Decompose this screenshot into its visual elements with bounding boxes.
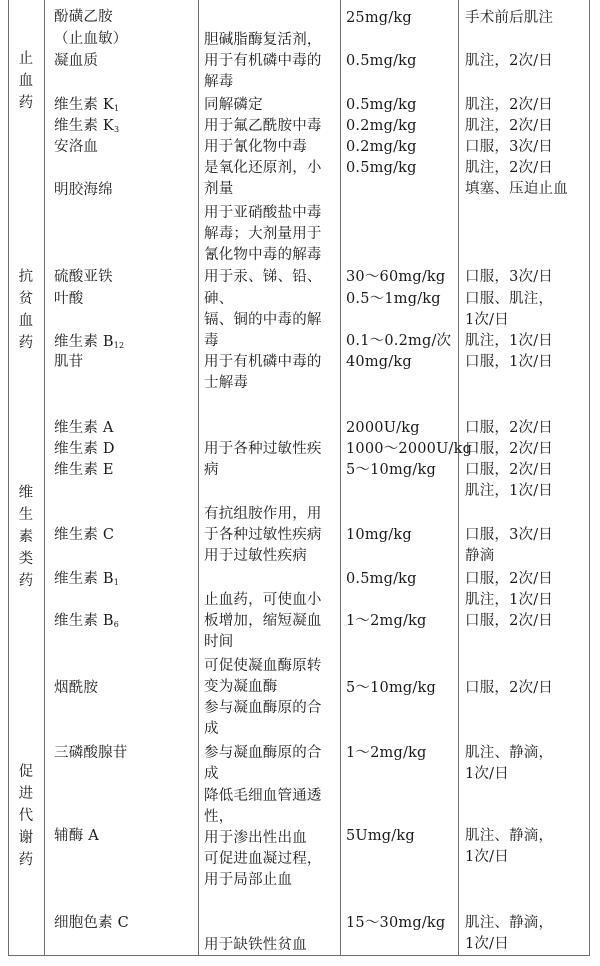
administration-text: 1次/日 — [465, 766, 509, 782]
indication-text: 解毒；大剂量用于 — [204, 226, 322, 242]
indication-text: 用于有机磷中毒的 — [204, 354, 322, 370]
drug-name: 烟酰胺 — [54, 680, 99, 696]
column-divider-drug — [198, 0, 199, 955]
dosage-text: 0.5mg/kg — [346, 571, 417, 587]
administration-text: 1次/日 — [465, 849, 509, 865]
administration-text: 口服，3次/日 — [465, 269, 554, 285]
administration-text: 肌注、静滴， — [465, 915, 554, 931]
indication-text: 于各种过敏性疾病 — [204, 527, 322, 543]
drug-name: 维生素 A — [54, 420, 114, 436]
indication-text: 时间 — [204, 634, 234, 650]
dosage-text: 0.5mg/kg — [346, 160, 417, 176]
category-label-vitamins: 药 — [18, 573, 34, 589]
dosage-text: 0.2mg/kg — [346, 139, 417, 155]
indication-text: 用于汞、锑、铅、 — [204, 269, 322, 285]
administration-text: 肌注，1次/日 — [465, 592, 554, 608]
indication-text: 毒 — [204, 333, 219, 349]
indication-text: 可促使凝血酶原转 — [204, 658, 322, 674]
category-label-vitamins: 类 — [18, 551, 34, 567]
indication-text: 砷、 — [204, 291, 234, 307]
indication-text: 参与凝血酶原的合 — [204, 745, 322, 761]
administration-text: 口服，2次/日 — [465, 420, 554, 436]
drug-name: 酚磺乙胺 — [54, 9, 113, 25]
indication-text: 用于亚硝酸盐中毒 — [204, 205, 322, 221]
indication-text: 参与凝血酶原的合 — [204, 700, 322, 716]
drug-name: 维生素 $B_6$ — [54, 613, 120, 629]
dosage-text: 1～2mg/kg — [346, 613, 427, 629]
indication-text: 降低毛细血管通透 — [204, 788, 322, 804]
administration-text: 肌注，2次/日 — [465, 160, 554, 176]
administration-text: 口服，2次/日 — [465, 613, 554, 629]
table-border-right — [589, 0, 590, 955]
category-label-vitamins: 素 — [18, 529, 34, 545]
category-label-antianemia: 抗 — [18, 269, 34, 285]
drug-name: 硫酸亚铁 — [54, 269, 113, 285]
administration-text: 口服，3次/日 — [465, 527, 554, 543]
column-divider-category — [44, 0, 45, 955]
category-label-metabolic: 药 — [18, 852, 34, 868]
dosage-text: 0.5～1mg/kg — [346, 291, 441, 307]
drug-name: 细胞色素 C — [54, 915, 129, 931]
indication-text: 用于有机磷中毒的 — [204, 53, 322, 69]
administration-text: 肌注，1次/日 — [465, 483, 554, 499]
drug-name: 维生素 E — [54, 462, 114, 478]
administration-text: 口服，3次/日 — [465, 139, 554, 155]
indication-text: 用于过敏性疾病 — [204, 548, 307, 564]
indication-text: 氰化物中毒的解毒 — [204, 247, 322, 263]
drug-name: 维生素 D — [54, 441, 115, 457]
indication-text: 用于缺铁性贫血 — [204, 937, 307, 953]
administration-text: 肌注，2次/日 — [465, 118, 554, 134]
dosage-text: 5～10mg/kg — [346, 680, 436, 696]
administration-text: 口服，2次/日 — [465, 441, 554, 457]
drug-name: 维生素 $K_1$ — [54, 97, 120, 113]
dosage-text: 15～30mg/kg — [346, 915, 446, 931]
indication-text: 成 — [204, 721, 219, 737]
indication-text: 用于氰化物中毒 — [204, 139, 307, 155]
indication-text: 止血药，可使血小 — [204, 592, 322, 608]
administration-text: 1次/日 — [465, 936, 509, 952]
indication-text: 性， — [204, 809, 234, 825]
indication-text: 士解毒 — [204, 375, 249, 391]
drug-name: 维生素 C — [54, 527, 115, 543]
administration-text: 口服，2次/日 — [465, 462, 554, 478]
administration-text: 手术前后肌注 — [465, 10, 554, 26]
column-divider-use — [340, 0, 341, 955]
category-label-hemostatic: 止 — [18, 51, 34, 67]
column-divider-dose — [458, 0, 459, 955]
category-label-vitamins: 生 — [18, 507, 34, 523]
indication-text: 用于氟乙酰胺中毒 — [204, 118, 322, 134]
administration-text: 肌注、静滴， — [465, 828, 554, 844]
administration-text: 口服，2次/日 — [465, 680, 554, 696]
dosage-text: 40mg/kg — [346, 354, 412, 370]
indication-text: 用于渗出性出血 — [204, 830, 307, 846]
drug-name: （止血敏） — [54, 31, 128, 47]
category-label-antianemia: 药 — [18, 335, 34, 351]
indication-text: 用于各种过敏性疾 — [204, 441, 322, 457]
indication-text: 同解磷定 — [204, 97, 263, 113]
dosage-text: 2000U/kg — [346, 420, 420, 436]
table-border-bottom — [8, 955, 590, 956]
indication-text: 成 — [204, 766, 219, 782]
administration-text: 肌注，2次/日 — [465, 53, 554, 69]
administration-text: 静滴 — [465, 548, 495, 564]
dosage-text: 1～2mg/kg — [346, 745, 427, 761]
indication-text: 病 — [204, 462, 219, 478]
indication-text: 有抗组胺作用，用 — [204, 506, 322, 522]
category-label-metabolic: 谢 — [18, 830, 34, 846]
dosage-text: 5Umg/kg — [346, 828, 415, 844]
dosage-text: 10mg/kg — [346, 527, 412, 543]
dosage-text: 1000～2000U/kg — [346, 441, 473, 457]
category-label-vitamins: 维 — [18, 485, 34, 501]
dosage-text: 0.5mg/kg — [346, 97, 417, 113]
category-label-metabolic: 代 — [18, 808, 34, 824]
drug-name: 辅酶 A — [54, 828, 99, 844]
administration-text: 填塞、压迫止血 — [465, 181, 568, 197]
drug-name: 安洛血 — [54, 139, 99, 155]
indication-text: 是氧化还原剂，小 — [204, 160, 322, 176]
indication-text: 可促进血凝过程， — [204, 851, 322, 867]
indication-text: 镉、铜的中毒的解 — [204, 312, 322, 328]
administration-text: 肌注、静滴， — [465, 745, 554, 761]
indication-text: 板增加，缩短凝血 — [204, 613, 322, 629]
indication-text: 解毒 — [204, 74, 234, 90]
drug-name: 维生素 $K_3$ — [54, 118, 120, 134]
indication-text: 胆碱脂酶复活剂， — [204, 32, 322, 48]
drug-name: 叶酸 — [54, 291, 84, 307]
dosage-text: 0.5mg/kg — [346, 53, 417, 69]
dosage-text: 5～10mg/kg — [346, 462, 436, 478]
administration-text: 1次/日 — [465, 312, 509, 328]
drug-name: 明胶海绵 — [54, 182, 113, 198]
drug-name: 维生素 $B_1$ — [54, 571, 120, 587]
administration-text: 口服、肌注， — [465, 291, 554, 307]
dosage-text: 30～60mg/kg — [346, 269, 446, 285]
category-label-antianemia: 贫 — [18, 291, 34, 307]
category-label-antianemia: 血 — [18, 313, 34, 329]
dosage-text: 0.2mg/kg — [346, 118, 417, 134]
dosage-text: 25mg/kg — [346, 10, 412, 26]
administration-text: 口服，2次/日 — [465, 571, 554, 587]
category-label-metabolic: 进 — [18, 786, 34, 802]
drug-name: 维生素 $B_{12}$ — [54, 334, 125, 350]
dosage-text: 0.1～0.2mg/次 — [346, 333, 452, 349]
drug-name: 肌苷 — [54, 354, 84, 370]
indication-text: 用于局部止血 — [204, 872, 293, 888]
drug-name: 三磷酸腺苷 — [54, 745, 128, 761]
category-label-hemostatic: 血 — [18, 73, 34, 89]
category-label-hemostatic: 药 — [18, 95, 34, 111]
administration-text: 肌注，1次/日 — [465, 333, 554, 349]
administration-text: 口服，1次/日 — [465, 354, 554, 370]
administration-text: 肌注，2次/日 — [465, 97, 554, 113]
category-label-metabolic: 促 — [18, 764, 34, 780]
indication-text: 剂量 — [204, 181, 234, 197]
indication-text: 变为凝血酶 — [204, 679, 278, 695]
drug-name: 凝血质 — [54, 53, 99, 69]
